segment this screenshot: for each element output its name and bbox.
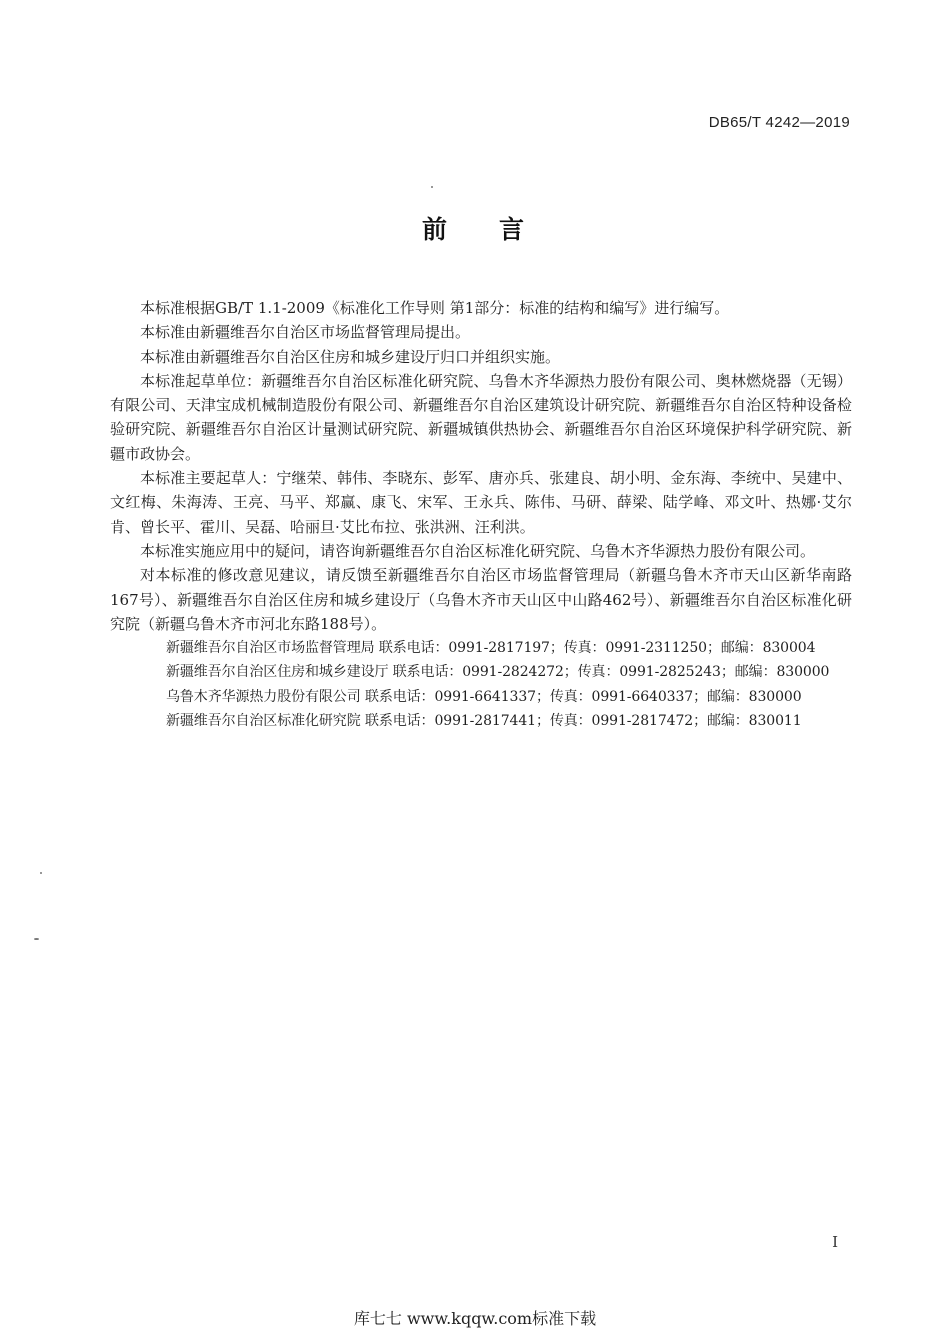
scan-speck [431,186,433,188]
page-title [0,210,950,246]
paragraph-administrator: 本标准由新疆维吾尔自治区住房和城乡建设厅归口并组织实施。 [140,347,561,366]
contact-line: 新疆维吾尔自治区住房和城乡建设厅 联系电话：0991-2824272；传真：0991-2825243；邮编：830000 [166,664,830,681]
footer-watermark: 库七七 www.kqqw.com标准下载 [353,1309,597,1328]
standard-code: DB65/T 4242—2019 [708,114,850,131]
paragraph-drafting-units: 本标准起草单位：新疆维吾尔自治区标准化研究院、乌鲁木齐华源热力股份有限公司、奥林燃烧器（无锡）有限公司、天津宝成机械制造股份有限公司、新疆维吾尔自治区建筑设计研究院、新疆维吾尔自治区特种设备检验研究院、新疆维吾尔自治区计量测试研究院、新疆城镇供热协会、新疆维吾尔自治区环境保护科学研究院、新疆市政协会。 [110,371,852,463]
contact-line: 乌鲁木齐华源热力股份有限公司 联系电话：0991-6641337；传真：0991-6640337；邮编：830000 [166,688,802,705]
title-char-2: 言 [499,215,529,244]
contact-line: 新疆维吾尔自治区标准化研究院 联系电话：0991-2817441；传真：0991-2817472；邮编：830011 [166,713,802,730]
paragraph-inquiries: 本标准实施应用中的疑问，请咨询新疆维吾尔自治区标准化研究院、乌鲁木齐华源热力股份有限公司。 [140,541,816,560]
page-number: I [832,1233,838,1251]
paragraph-proposer: 本标准由新疆维吾尔自治区市场监督管理局提出。 [140,323,471,342]
paragraph-main-drafters: 本标准主要起草人：宁继荣、韩伟、李晓东、彭军、唐亦兵、张建良、胡小明、金东海、李统中、吴建中、文红梅、朱海涛、王亮、马平、郑赢、康飞、宋军、王永兵、陈伟、马研、薛梁、陆学峰、邓文叶、热娜·艾尔肯、曾长平、霍川、吴磊、哈丽旦·艾比布拉、张洪洲、汪利洪。 [110,469,852,536]
paragraph-feedback: 对本标准的修改意见建议，请反馈至新疆维吾尔自治区市场监督管理局（新疆乌鲁木齐市天山区新华南路167号）、新疆维吾尔自治区住房和城乡建设厅（乌鲁木齐市天山区中山路462号）、新疆维吾尔自治区标准化研究院（新疆乌鲁木齐市河北东路188号）。 [110,566,852,633]
title-char-1: 前 [421,215,451,244]
scan-speck [34,938,39,940]
paragraph-drafting-basis: 本标准根据GB/T 1.1-2009《标准化工作导则 第1部分：标准的结构和编写》进行编写。 [140,299,730,317]
foreword-body [110,296,852,733]
contact-line: 新疆维吾尔自治区市场监督管理局 联系电话：0991-2817197；传真：0991-2311250；邮编：830004 [166,640,816,657]
scan-speck [40,872,42,874]
